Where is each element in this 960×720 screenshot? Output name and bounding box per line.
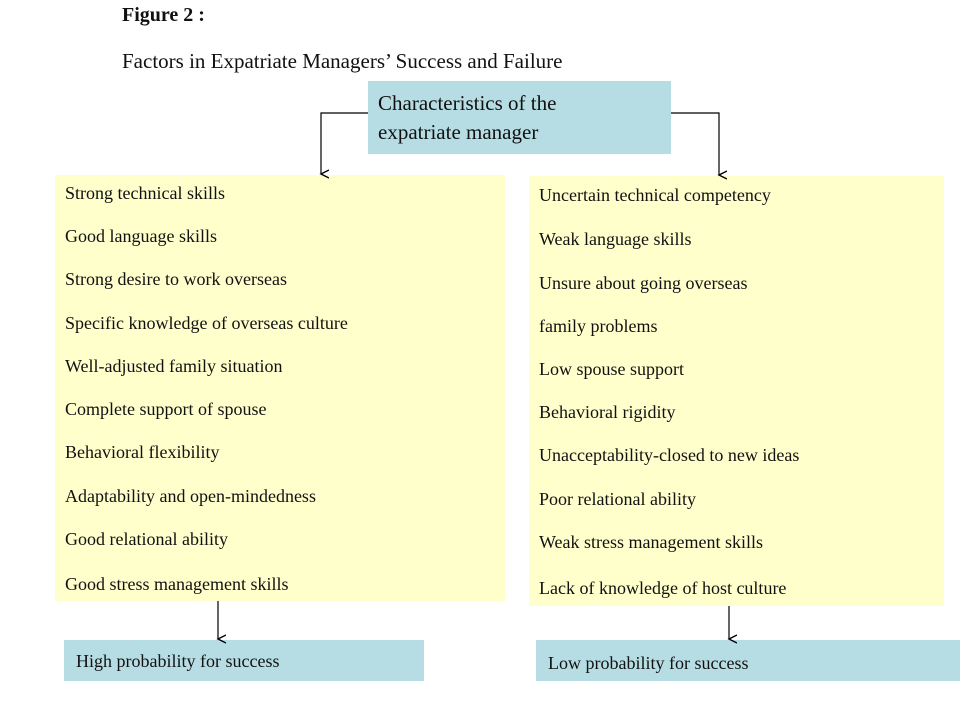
success-factor-item: Specific knowledge of overseas culture — [65, 313, 348, 333]
failure-factors-box — [529, 176, 944, 606]
success-factor-item: Good stress management skills — [65, 574, 289, 594]
success-factor-item: Behavioral flexibility — [65, 442, 220, 462]
failure-factor-item: Behavioral rigidity — [539, 402, 676, 422]
success-factor-item: Well-adjusted family situation — [65, 356, 283, 376]
failure-factor-item: Weak stress management skills — [539, 532, 763, 552]
failure-factor-item: Uncertain technical competency — [539, 185, 771, 205]
success-factor-item: Strong technical skills — [65, 183, 225, 203]
failure-factor-item: Unsure about going overseas — [539, 273, 748, 293]
failure-factor-item: Unacceptability-closed to new ideas — [539, 445, 800, 465]
success-factor-item: Good language skills — [65, 226, 217, 246]
low-success-box: Low probability for success — [536, 640, 960, 681]
success-factor-item: Good relational ability — [65, 529, 228, 549]
failure-factor-item: Weak language skills — [539, 229, 692, 249]
success-factors-box — [55, 175, 505, 601]
arrow-to-failure-factors — [671, 113, 719, 175]
success-factor-item: Strong desire to work overseas — [65, 269, 287, 289]
success-factor-item: Adaptability and open-mindedness — [65, 486, 316, 506]
figure-title: Factors in Expatriate Managers’ Success and Failure — [122, 49, 563, 73]
success-factor-item: Complete support of spouse — [65, 399, 267, 419]
high-success-box: High probability for success — [64, 640, 424, 681]
failure-factor-item: Poor relational ability — [539, 489, 696, 509]
figure-label: Figure 2 : — [122, 4, 205, 26]
characteristics-box — [368, 81, 671, 154]
failure-factor-item: Lack of knowledge of host culture — [539, 578, 787, 598]
characteristics-line-2: expatriate manager — [378, 120, 539, 144]
arrow-to-success-factors — [321, 113, 368, 174]
characteristics-line-1: Characteristics of the — [378, 91, 557, 115]
failure-factor-item: Low spouse support — [539, 359, 684, 379]
failure-factor-item: family problems — [539, 316, 658, 336]
